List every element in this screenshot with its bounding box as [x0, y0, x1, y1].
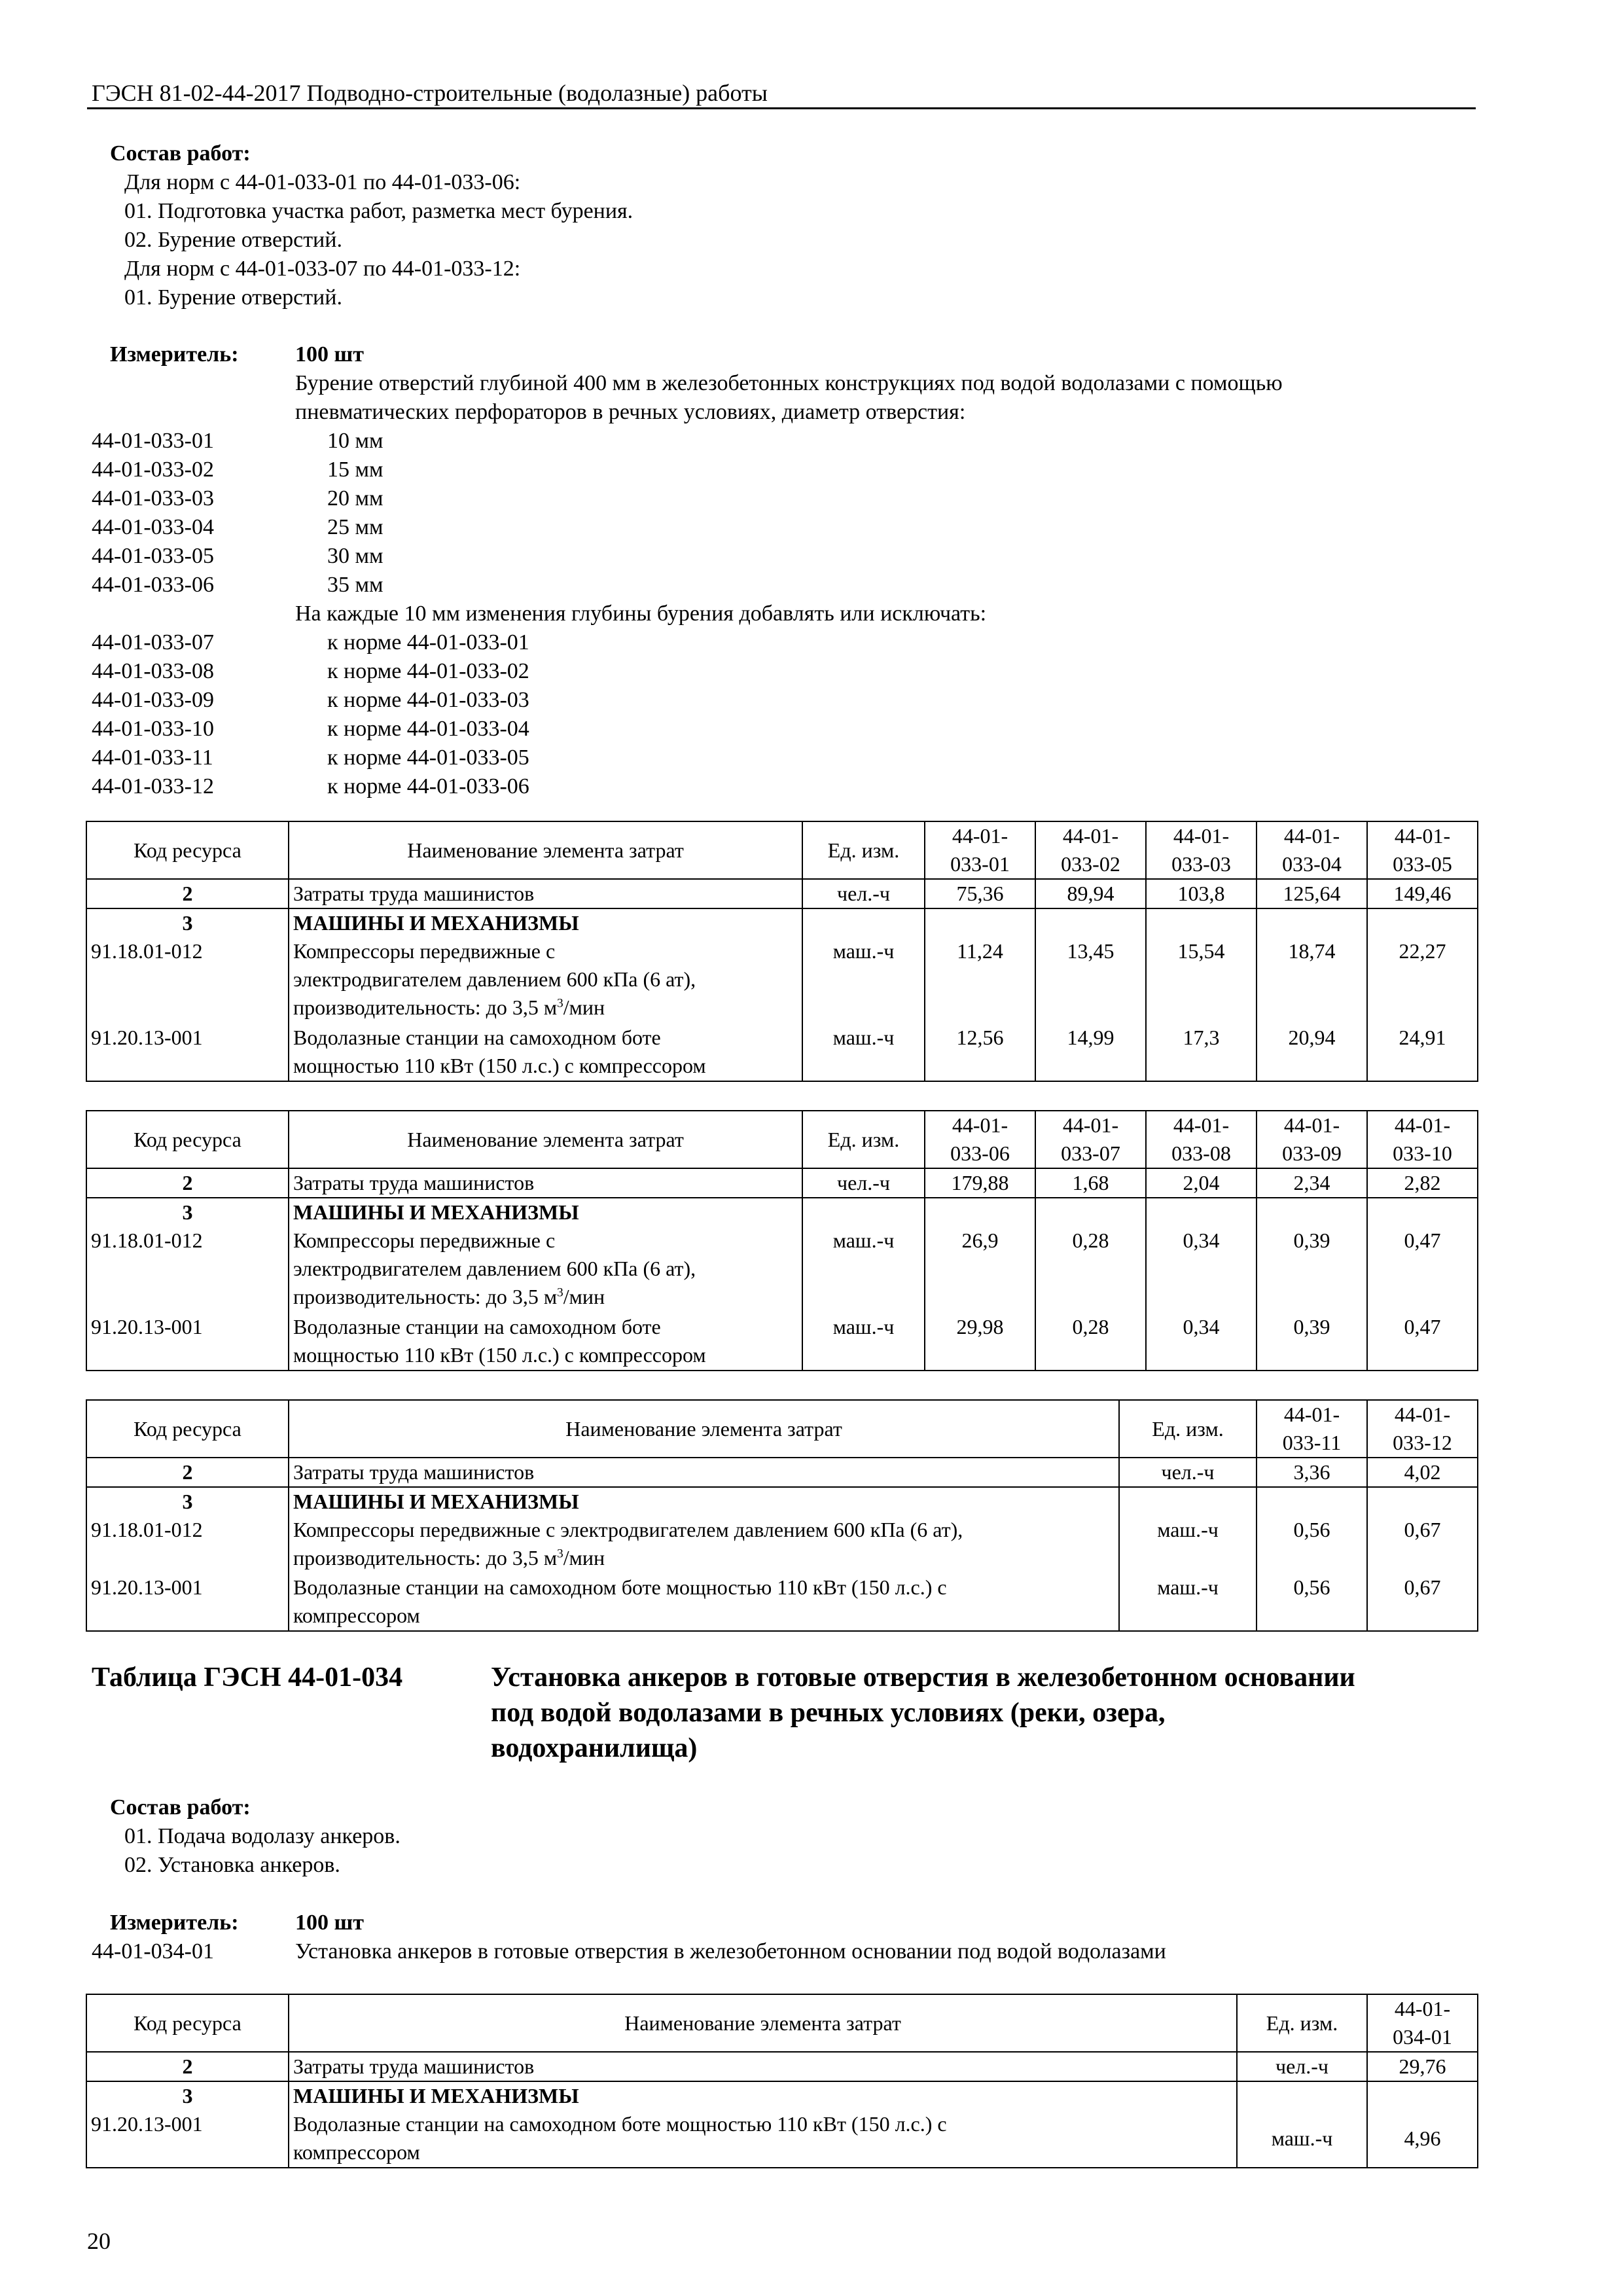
norm-code: 44-01-033-07 [92, 630, 214, 655]
col-header-norm: 44-01- 033-03 [1146, 821, 1257, 879]
resource-name: Водолазные станции на самоходном боте мощностью 110 кВт (150 л.с.) с компрессором [289, 1573, 1119, 1631]
value-cell: 22,27 [1367, 937, 1478, 1024]
table-title: Установка анкеров в готовые отверстия в железобетонном основании [491, 1662, 1355, 1693]
page-number: 20 [87, 2228, 111, 2254]
value-cell: 0,28 [1035, 1313, 1146, 1371]
value-cell: 0,56 [1257, 1573, 1367, 1631]
table-row [86, 2081, 1478, 2110]
value-cell: 15,54 [1146, 937, 1257, 1024]
norm-description: пневматических перфораторов в речных условиях, диаметр отверстия: [295, 400, 966, 424]
value-cell: 0,47 [1367, 1313, 1478, 1371]
resource-name: Затраты труда машинистов [289, 1168, 802, 1198]
resource-unit: маш.-ч [1119, 1516, 1257, 1573]
resource-name: Водолазные станции на самоходном боте мощностью 110 кВт (150 л.с.) с компрессором [289, 1313, 802, 1371]
norm-code: 44-01-033-09 [92, 688, 214, 712]
resource-unit: маш.-ч [802, 1313, 925, 1371]
work-line: Для норм с 44-01-033-01 по 44-01-033-06: [124, 170, 521, 194]
resource-code: 91.18.01-012 [86, 1516, 289, 1573]
work-composition-label: Состав работ: [110, 1795, 251, 1820]
col-header-norm: 44-01- 034-01 [1367, 1994, 1478, 2052]
value-cell: 4,96 [1367, 2110, 1478, 2168]
value-cell: 0,56 [1257, 1516, 1367, 1573]
col-header-unit: Ед. изм. [1119, 1400, 1257, 1458]
norm-text: к норме 44-01-033-05 [327, 745, 529, 770]
resource-unit: чел.-ч [1237, 2052, 1367, 2081]
col-header-name: Наименование элемента затрат [289, 1994, 1237, 2052]
col-header-norm: 44-01- 033-12 [1367, 1400, 1478, 1458]
col-header-code: Код ресурса [86, 1400, 289, 1458]
meter-label: Измеритель: [110, 342, 239, 367]
section-heading: МАШИНЫ И МЕХАНИЗМЫ [289, 908, 802, 937]
value-cell: 12,56 [925, 1024, 1035, 1081]
resource-table-3 [86, 1399, 1478, 1632]
norm-code: 44-01-033-04 [92, 515, 214, 539]
col-header-norm: 44-01- 033-08 [1146, 1111, 1257, 1168]
value-cell: 0,39 [1257, 1227, 1367, 1313]
norm-code: 44-01-033-03 [92, 486, 214, 511]
norm-text: 10 мм [327, 429, 383, 453]
norm-text: к норме 44-01-033-06 [327, 774, 529, 798]
value-cell: 1,68 [1035, 1168, 1146, 1198]
resource-code: 91.20.13-001 [86, 1573, 289, 1631]
resource-name: Компрессоры передвижные с электродвигателем давлением 600 кПа (6 ат), производительность: до 3,5 $м^3$/мин [289, 1516, 1119, 1573]
resource-code: 2 [86, 1458, 289, 1487]
resource-name: Затраты труда машинистов [289, 2052, 1237, 2081]
table-row [86, 1024, 1478, 1081]
resource-unit: чел.-ч [802, 1168, 925, 1198]
table-row [86, 1168, 1478, 1198]
value-cell: 3,36 [1257, 1458, 1367, 1487]
norm-code: 44-01-033-06 [92, 573, 214, 597]
resource-unit: чел.-ч [802, 879, 925, 908]
table-row [86, 1227, 1478, 1313]
norm-description: Бурение отверстий глубиной 400 мм в железобетонных конструкциях под водой водолазами с помощью [295, 371, 1283, 395]
header-rule [87, 107, 1476, 109]
value-cell: 26,9 [925, 1227, 1035, 1313]
norm-code: 44-01-034-01 [92, 1939, 214, 1964]
col-header-norm: 44-01- 033-02 [1035, 821, 1146, 879]
col-header-norm: 44-01- 033-04 [1257, 821, 1367, 879]
value-cell: 0,67 [1367, 1516, 1478, 1573]
resource-code: 2 [86, 2052, 289, 2081]
table-row [86, 2052, 1478, 2081]
resource-name: Компрессоры передвижные с электродвигателем давлением 600 кПа (6 ат), производительность: до 3,5 $м^3$/мин [289, 937, 802, 1024]
norm-code: 44-01-033-11 [92, 745, 213, 770]
norm-text: к норме 44-01-033-02 [327, 659, 529, 683]
value-cell: 179,88 [925, 1168, 1035, 1198]
value-cell: 24,91 [1367, 1024, 1478, 1081]
resource-name: Компрессоры передвижные с электродвигателем давлением 600 кПа (6 ат), производительность: до 3,5 $м^3$/мин [289, 1227, 802, 1313]
resource-code: 3 [86, 1487, 289, 1516]
resource-unit: маш.-ч [1237, 2110, 1367, 2168]
col-header-norm: 44-01- 033-06 [925, 1111, 1035, 1168]
col-header-norm: 44-01- 033-10 [1367, 1111, 1478, 1168]
resource-unit: маш.-ч [1119, 1573, 1257, 1631]
resource-unit: чел.-ч [1119, 1458, 1257, 1487]
running-header: ГЭСН 81-02-44-2017 Подводно-строительные (водолазные) работы [92, 80, 768, 106]
value-cell: 0,67 [1367, 1573, 1478, 1631]
value-cell: 75,36 [925, 879, 1035, 908]
value-cell: 17,3 [1146, 1024, 1257, 1081]
section-heading: МАШИНЫ И МЕХАНИЗМЫ [289, 2081, 1237, 2110]
table-title: под водой водолазами в речных условиях (реки, озера, [491, 1698, 1166, 1728]
col-header-name: Наименование элемента затрат [289, 1400, 1119, 1458]
value-cell: 0,28 [1035, 1227, 1146, 1313]
table-row [86, 1458, 1478, 1487]
norm-code: 44-01-033-12 [92, 774, 214, 798]
resource-code: 91.18.01-012 [86, 1227, 289, 1313]
norm-text: Установка анкеров в готовые отверстия в железобетонном основании под водой водолазами [295, 1939, 1166, 1964]
meter-label: Измеритель: [110, 1910, 239, 1935]
work-line: 01. Подготовка участка работ, разметка мест бурения. [124, 199, 633, 223]
table-row [86, 1487, 1478, 1516]
table-row [86, 1516, 1478, 1573]
value-cell: 0,39 [1257, 1313, 1367, 1371]
work-line: Для норм с 44-01-033-07 по 44-01-033-12: [124, 257, 521, 281]
value-cell: 29,76 [1367, 2052, 1478, 2081]
value-cell: 13,45 [1035, 937, 1146, 1024]
col-header-norm: 44-01- 033-11 [1257, 1400, 1367, 1458]
resource-unit: маш.-ч [802, 937, 925, 1024]
value-cell: 20,94 [1257, 1024, 1367, 1081]
section-heading: МАШИНЫ И МЕХАНИЗМЫ [289, 1487, 1119, 1516]
table-title: водохранилища) [491, 1733, 698, 1763]
resource-name: Затраты труда машинистов [289, 1458, 1119, 1487]
add-note: На каждые 10 мм изменения глубины бурения добавлять или исключать: [295, 601, 987, 626]
resource-table-2 [86, 1110, 1478, 1371]
value-cell: 103,8 [1146, 879, 1257, 908]
work-line: 01. Бурение отверстий. [124, 285, 342, 310]
col-header-unit: Ед. изм. [802, 1111, 925, 1168]
norm-text: 25 мм [327, 515, 383, 539]
norm-text: 35 мм [327, 573, 383, 597]
table-row [86, 1198, 1478, 1227]
resource-unit: маш.-ч [802, 1227, 925, 1313]
value-cell: 0,34 [1146, 1227, 1257, 1313]
col-header-norm: 44-01- 033-09 [1257, 1111, 1367, 1168]
norm-text: 20 мм [327, 486, 383, 511]
resource-table-4 [86, 1994, 1478, 2168]
value-cell: 2,34 [1257, 1168, 1367, 1198]
col-header-name: Наименование элемента затрат [289, 1111, 802, 1168]
col-header-code: Код ресурса [86, 1994, 289, 2052]
value-cell: 0,47 [1367, 1227, 1478, 1313]
norm-code: 44-01-033-05 [92, 544, 214, 568]
value-cell: 29,98 [925, 1313, 1035, 1371]
resource-code: 3 [86, 1198, 289, 1227]
norm-text: 30 мм [327, 544, 383, 568]
value-cell: 11,24 [925, 937, 1035, 1024]
meter-value: 100 шт [295, 1910, 364, 1935]
col-header-name: Наименование элемента затрат [289, 821, 802, 879]
meter-value: 100 шт [295, 342, 364, 367]
section-heading: МАШИНЫ И МЕХАНИЗМЫ [289, 1198, 802, 1227]
resource-code: 91.20.13-001 [86, 1024, 289, 1081]
value-cell: 89,94 [1035, 879, 1146, 908]
work-composition-label: Состав работ: [110, 141, 251, 166]
norm-code: 44-01-033-10 [92, 717, 214, 741]
value-cell: 2,82 [1367, 1168, 1478, 1198]
table-row [86, 1573, 1478, 1631]
value-cell: 0,34 [1146, 1313, 1257, 1371]
resource-code: 91.20.13-001 [86, 1313, 289, 1371]
resource-table-1 [86, 821, 1478, 1082]
norm-text: к норме 44-01-033-03 [327, 688, 529, 712]
resource-code: 91.20.13-001 [86, 2110, 289, 2168]
table-row [86, 908, 1478, 937]
work-line: 01. Подача водолазу анкеров. [124, 1824, 401, 1848]
norm-text: 15 мм [327, 457, 383, 482]
resource-name: Водолазные станции на самоходном боте мощностью 110 кВт (150 л.с.) с компрессором [289, 1024, 802, 1081]
table-row [86, 937, 1478, 1024]
norm-code: 44-01-033-08 [92, 659, 214, 683]
resource-code: 91.18.01-012 [86, 937, 289, 1024]
resource-code: 2 [86, 879, 289, 908]
resource-code: 2 [86, 1168, 289, 1198]
table-row [86, 1313, 1478, 1371]
norm-code: 44-01-033-01 [92, 429, 214, 453]
work-line: 02. Установка анкеров. [124, 1853, 340, 1877]
value-cell: 4,02 [1367, 1458, 1478, 1487]
value-cell: 2,04 [1146, 1168, 1257, 1198]
resource-unit: маш.-ч [802, 1024, 925, 1081]
value-cell: 14,99 [1035, 1024, 1146, 1081]
value-cell: 149,46 [1367, 879, 1478, 908]
col-header-unit: Ед. изм. [1237, 1994, 1367, 2052]
table-row [86, 879, 1478, 908]
norm-text: к норме 44-01-033-01 [327, 630, 529, 655]
resource-code: 3 [86, 2081, 289, 2110]
norm-code: 44-01-033-02 [92, 457, 214, 482]
resource-name: Водолазные станции на самоходном боте мощностью 110 кВт (150 л.с.) с компрессором [289, 2110, 1237, 2168]
resource-code: 3 [86, 908, 289, 937]
col-header-code: Код ресурса [86, 1111, 289, 1168]
col-header-norm: 44-01- 033-05 [1367, 821, 1478, 879]
col-header-norm: 44-01- 033-01 [925, 821, 1035, 879]
col-header-norm: 44-01- 033-07 [1035, 1111, 1146, 1168]
table-row [86, 2110, 1478, 2168]
work-line: 02. Бурение отверстий. [124, 228, 342, 252]
col-header-code: Код ресурса [86, 821, 289, 879]
col-header-unit: Ед. изм. [802, 821, 925, 879]
value-cell: 125,64 [1257, 879, 1367, 908]
norm-text: к норме 44-01-033-04 [327, 717, 529, 741]
resource-name: Затраты труда машинистов [289, 879, 802, 908]
table-label: Таблица ГЭСН 44-01-034 [92, 1662, 403, 1693]
value-cell: 18,74 [1257, 937, 1367, 1024]
